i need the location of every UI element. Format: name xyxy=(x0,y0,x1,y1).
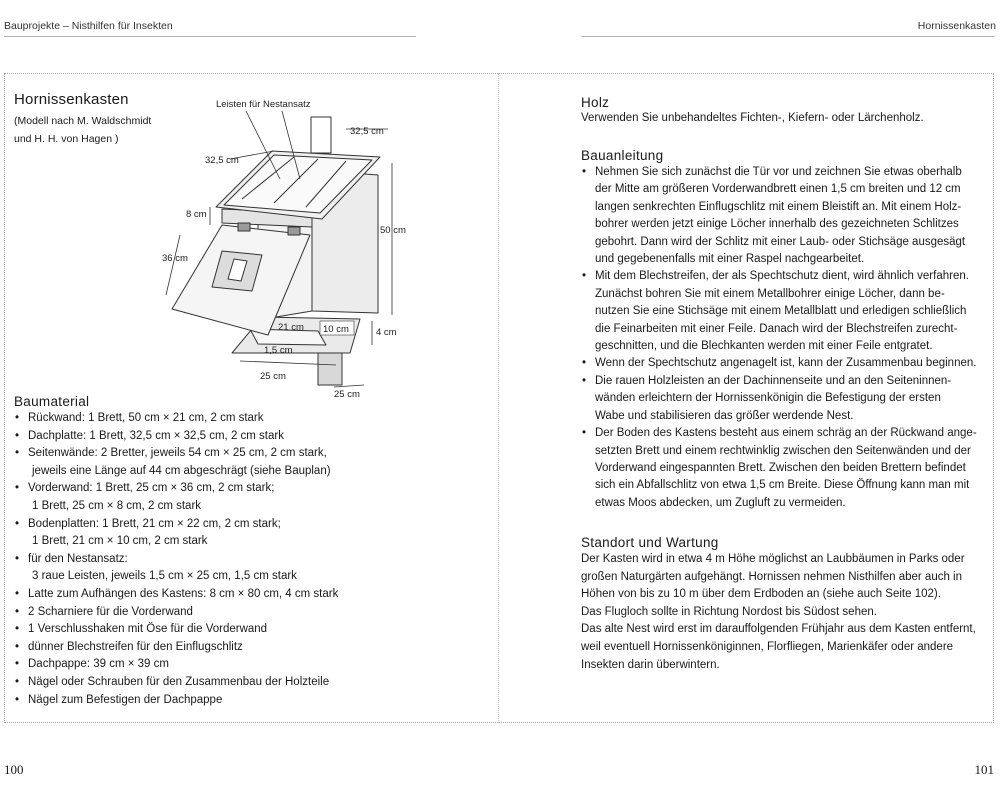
hornet-box-construction-diagram xyxy=(150,95,420,400)
standort-heading: Standort und Wartung xyxy=(581,535,719,550)
bauanleitung-list xyxy=(581,164,986,512)
list-item: • Nehmen Sie sich zunächst die Tür vor und zeichnen Sie etwas oberhalb der Mitte am größeren Vorderwandbrett einen 1,5 cm breiten und 12 cm langen senkrechten Einflugschlitz mit einem Bleistift an. Mit einem Holz- bohrer werden jetzt einige Löcher innerhalb des gezeichneten Schlitzes gebohrt. Dann wird der Schlitz mit einer Laub- oder Stichsäge ausgesägt und gegebenenfalls mit einer Raspel nachgearbeitet. xyxy=(581,164,986,268)
label-dimension-roof-left: 32,5 cm xyxy=(205,155,239,166)
label-dimension-roof-top: 32,5 cm xyxy=(350,126,384,137)
text-line: Das Flugloch sollte in Richtung Nordost bis Südost sehen. xyxy=(581,605,877,618)
list-item: • Seitenwände: 2 Bretter, jeweils 54 cm × 25 cm, 2 cm stark, jeweils eine Länge auf 44 cm abgeschrägt (siehe Bauplan) xyxy=(14,445,394,480)
holz-text: Verwenden Sie unbehandeltes Fichten-, Kiefern- oder Lärchenholz. xyxy=(581,112,924,124)
header-rule-left xyxy=(4,36,416,37)
holz-heading: Holz xyxy=(581,95,610,110)
baumaterial-section xyxy=(14,394,394,709)
list-item: • Wenn der Spechtschutz angenagelt ist, kann der Zusammenbau beginnen. xyxy=(581,355,986,372)
label-dimension-front-board: 8 cm xyxy=(186,209,207,220)
list-item: • Mit dem Blechstreifen, der als Spechtschutz dient, wird ähnlich verfahren. Zunächst bohren Sie mit einem Metallbohrer einige Löcher, dann be- nutzen Sie eine Stichsäge mit einem Metallblatt und erledigen schließlich die Feinarbeiten mit einer Feile. Danach wird der Blechstreifen zurecht- geschnitten, und die Blechkanten werden mit einer Feile entgratet. xyxy=(581,268,986,355)
label-dimension-door: 36 cm xyxy=(162,253,188,264)
label-dimension-gap: 4 cm xyxy=(376,327,397,338)
text-line: Insekten darin überwintern. xyxy=(581,658,720,671)
model-credit-line: und H. H. von Hagen ) xyxy=(14,133,119,145)
header-rule-right xyxy=(581,36,995,37)
standort-section xyxy=(581,535,986,674)
bauanleitung-section xyxy=(581,148,986,512)
list-item: • für den Nestansatz: 3 raue Leisten, jeweils 1,5 cm × 25 cm, 1,5 cm stark xyxy=(14,551,394,586)
list-item: • dünner Blechstreifen für den Einflugschlitz xyxy=(14,639,394,657)
label-dimension-waste-slot: 1,5 cm xyxy=(264,345,293,356)
label-dimension-small-bottom: 10 cm xyxy=(323,324,349,335)
running-header-right: Hornissenkasten xyxy=(917,20,996,32)
list-item: • Rückwand: 1 Brett, 50 cm × 21 cm, 2 cm stark xyxy=(14,410,394,428)
list-item: • 1 Verschlusshaken mit Öse für die Vorderwand xyxy=(14,621,394,639)
label-dimension-bottom: 21 cm xyxy=(278,322,304,333)
model-credit-line: (Modell nach M. Waldschmidt xyxy=(14,115,152,127)
text-line: Das alte Nest wird erst im darauffolgenden Frühjahr aus dem Kasten entfernt, xyxy=(581,623,976,636)
hinge-icon xyxy=(238,223,250,231)
label-dimension-height: 50 cm xyxy=(380,225,406,236)
holz-section xyxy=(581,95,986,128)
list-item: • Latte zum Aufhängen des Kastens: 8 cm × 80 cm, 4 cm stark xyxy=(14,586,394,604)
hanging-batten xyxy=(311,117,331,153)
list-item: • Dachplatte: 1 Brett, 32,5 cm × 32,5 cm, 2 cm stark xyxy=(14,428,394,446)
list-item: • Dachpappe: 39 cm × 39 cm xyxy=(14,656,394,674)
batten-bottom xyxy=(318,353,342,385)
standort-text xyxy=(581,551,986,674)
list-item: • Nägel zum Befestigen der Dachpappe xyxy=(14,692,394,710)
bauanleitung-heading: Bauanleitung xyxy=(581,148,664,163)
label-dimension-depth: 25 cm xyxy=(260,371,286,382)
page-gutter xyxy=(498,73,499,723)
list-item: • Nägel oder Schrauben für den Zusammenbau der Holzteile xyxy=(14,674,394,692)
text-line: großen Naturgärten aufgehängt. Hornissen nehmen Nisthilfen aber auch in xyxy=(581,570,963,583)
list-item: • Der Boden des Kastens besteht aus einem schräg an der Rückwand ange- setzten Brett und einem rechtwinklig zwischen den Seitenwänden und der Vorderwand eingespannten Brett. Zwischen den beiden Brettern befindet sich ein Abfallschlitz von etwa 1,5 cm Breite. Diese Öffnung kann man mit etwas Moos abdecken, um Zugluft zu vermeiden. xyxy=(581,425,986,512)
list-item: • Vorderwand: 1 Brett, 25 cm × 36 cm, 2 cm stark; 1 Brett, 25 cm × 8 cm, 2 cm stark xyxy=(14,480,394,515)
label-leisten-fuer-nestansatz: Leisten für Nestansatz xyxy=(216,99,311,110)
label-dimension-width: 25 cm xyxy=(334,389,360,400)
list-item: • 2 Scharniere für die Vorderwand xyxy=(14,604,394,622)
baumaterial-heading: Baumaterial xyxy=(14,394,90,409)
hinge-icon xyxy=(288,227,300,235)
page-number-right: 101 xyxy=(974,762,994,777)
baumaterial-list xyxy=(14,410,394,709)
running-header-left: Bauprojekte – Nisthilfen für Insekten xyxy=(4,20,173,32)
list-item: • Bodenplatten: 1 Brett, 21 cm × 22 cm, 2 cm stark; 1 Brett, 21 cm × 10 cm, 2 cm stark xyxy=(14,516,394,551)
list-item: • Die rauen Holzleisten an der Dachinnenseite und an den Seiteninnen- wänden erleichtern der Hornissenkönigin die Befestigung der ersten Wabe und stabilisieren das größer werdende Nest. xyxy=(581,373,986,425)
text-line: weil eventuell Hornissenköniginnen, Florfliegen, Marienkäfer oder andere xyxy=(581,640,954,653)
page-title: Hornissenkasten xyxy=(14,91,129,108)
text-line: Der Kasten wird in etwa 4 m Höhe möglichst an Laubbäumen in Parks oder xyxy=(581,553,965,565)
page-number-left: 100 xyxy=(4,762,24,777)
text-line: Höhen von bis zu 10 m über dem Erdboden an (siehe auch Seite 102). xyxy=(581,588,941,601)
